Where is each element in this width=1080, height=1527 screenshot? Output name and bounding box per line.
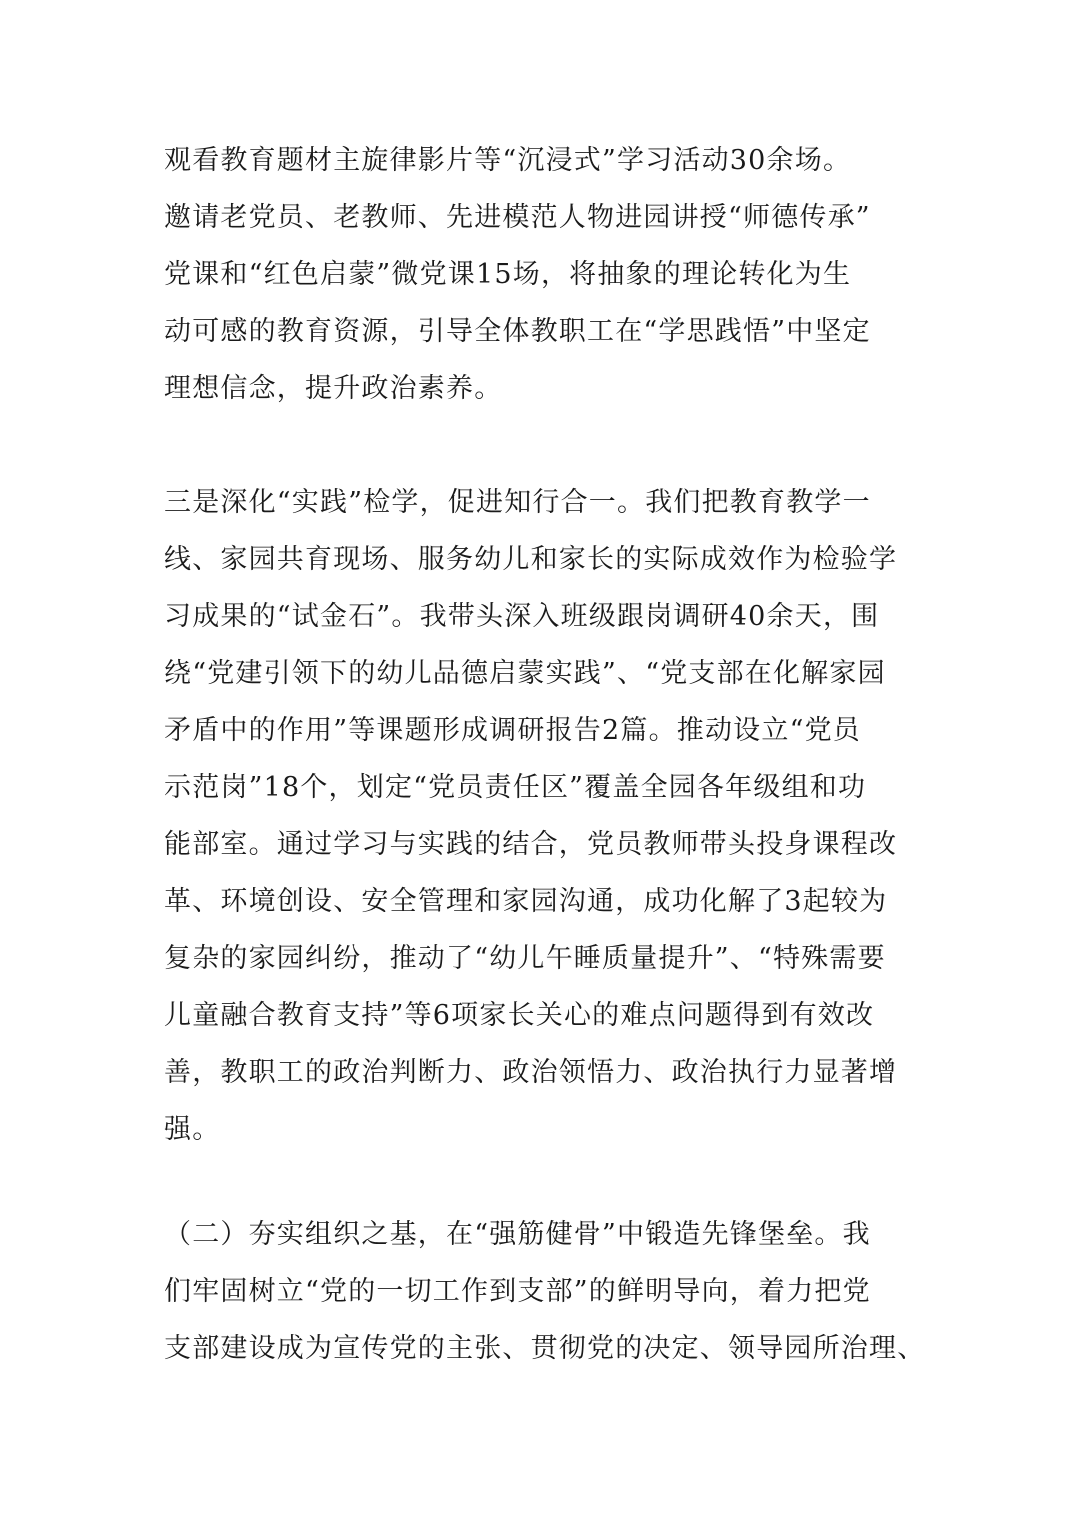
text-line: 善，教职工的政治判断力、政治领悟力、政治执行力显著增 [164, 1057, 898, 1088]
paragraph-practice-learning [164, 474, 924, 1158]
paragraph-organization-foundation [164, 1206, 924, 1377]
text-line: 党课和“红色启蒙”微党课15场，将抽象的理论转化为生 [164, 259, 852, 290]
text-line: 示范岗”18个，划定“党员责任区”覆盖全园各年级组和功 [164, 772, 867, 803]
text-line: 能部室。通过学习与实践的结合，党员教师带头投身课程改 [164, 829, 898, 860]
text-line: 强。 [164, 1114, 221, 1145]
text-line: 革、环境创设、安全管理和家园沟通，成功化解了3起较为 [164, 886, 888, 917]
text-line: （二）夯实组织之基，在“强筋健骨”中锻造先锋堡垒。我 [164, 1219, 871, 1250]
text-line: 们牢固树立“党的一切工作到支部”的鲜明导向，着力把党 [164, 1276, 871, 1307]
text-line: 理想信念，提升政治素养。 [164, 373, 503, 404]
text-line: 线、家园共育现场、服务幼儿和家长的实际成效作为检验学 [164, 544, 898, 575]
paragraph-immersive-learning [164, 132, 924, 417]
text-line: 三是深化“实践”检学，促进知行合一。我们把教育教学一 [164, 487, 871, 518]
text-line: 习成果的“试金石”。我带头深入班级跟岗调研40余天，围 [164, 601, 880, 632]
text-line: 观看教育题材主旋律影片等“沉浸式”学习活动30余场。 [164, 145, 852, 176]
text-line: 复杂的家园纠纷，推动了“幼儿午睡质量提升”、“特殊需要 [164, 943, 886, 974]
text-line: 绕“党建引领下的幼儿品德启蒙实践”、“党支部在化解家园 [164, 658, 886, 689]
text-line: 矛盾中的作用”等课题形成调研报告2篇。推动设立“党员 [164, 715, 861, 746]
text-line: 支部建设成为宣传党的主张、贯彻党的决定、领导园所治理、 [164, 1333, 926, 1364]
text-line: 邀请老党员、老教师、先进模范人物进园讲授“师德传承” [164, 202, 871, 233]
text-line: 儿童融合教育支持”等6项家长关心的难点问题得到有效改 [164, 1000, 875, 1031]
text-line: 动可感的教育资源，引导全体教职工在“学思践悟”中坚定 [164, 316, 871, 347]
